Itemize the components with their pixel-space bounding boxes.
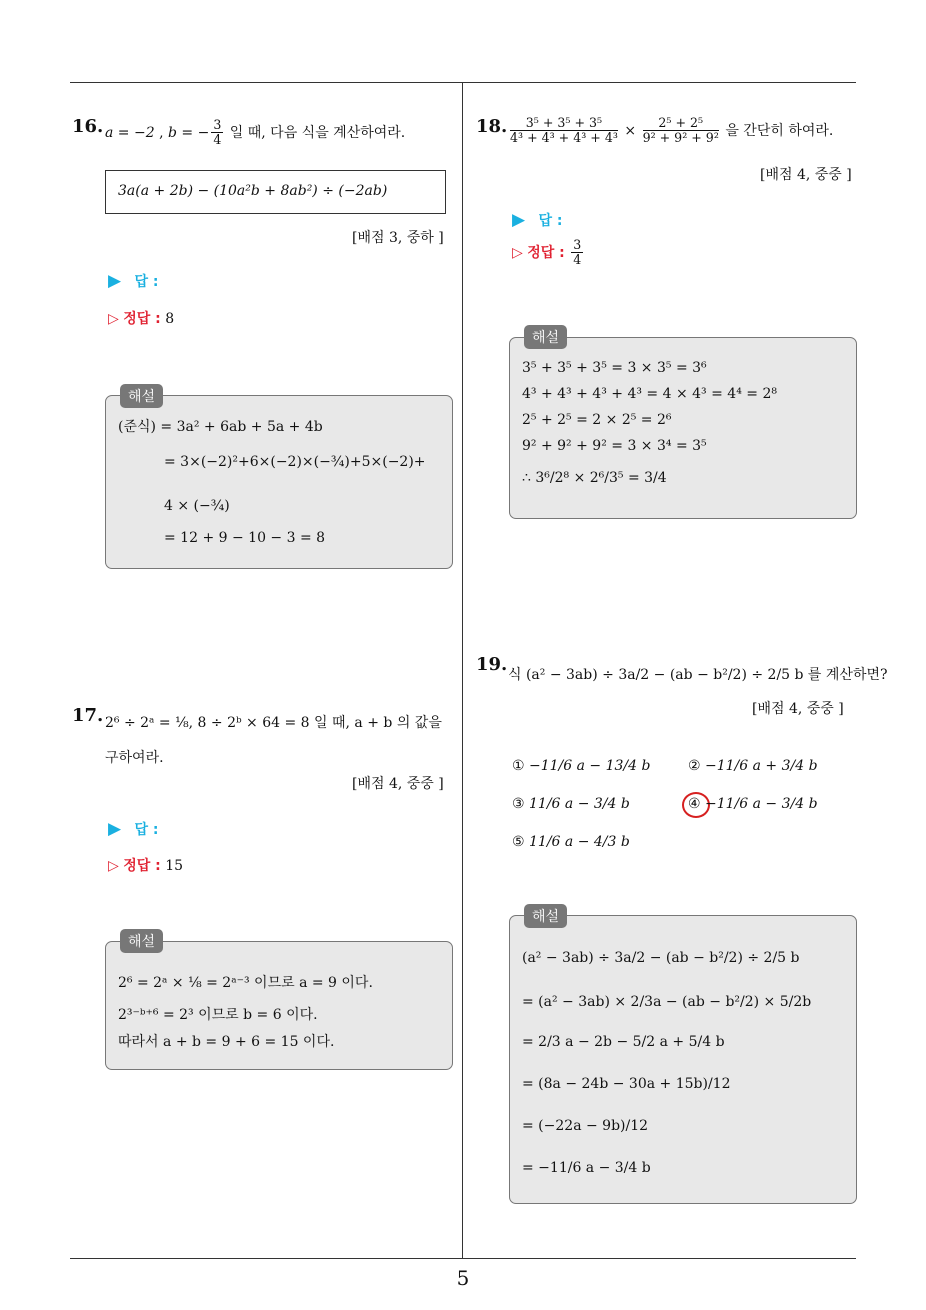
q18-answer-row [512, 210, 562, 230]
choice-text: −11/6 a − 3/4 b [705, 796, 818, 812]
q16-meta: [배점 3, 중하 ] [352, 230, 444, 246]
q16-number: 16. [72, 116, 104, 137]
q18-number: 18. [476, 116, 508, 137]
q17-meta: [배점 4, 중중 ] [352, 776, 444, 792]
q16-stem: a = −2 , b = − $\frac{3}{4}$ 일 때, 다음 식을 계산하여라. [105, 117, 406, 148]
play-icon: ▶ [512, 210, 526, 230]
q17-explanation-tag: 해설 [120, 929, 163, 953]
q18-explanation-box [509, 337, 857, 519]
q16-correct-label: 정답 : [123, 311, 161, 327]
q17-sol-3: 따라서 a + b = 9 + 6 = 15 이다. [118, 1034, 335, 1050]
q18-correct-value: $\frac{3}{4}$ [573, 237, 582, 268]
q17-stem-1: 2⁶ ÷ 2ᵃ = ⅛, 8 ÷ 2ᵇ × 64 = 8 일 때, a + b 의 값을 [105, 715, 442, 731]
choice-mark: ① [512, 758, 525, 774]
q18-correct-label: 정답 : [527, 244, 565, 261]
choice-mark: ③ [512, 796, 525, 812]
q17-answer-row [108, 819, 158, 839]
q19-choice-5[interactable] [512, 834, 630, 850]
outline-triangle-icon: ▷ [512, 244, 523, 261]
q19-explanation-tag: 해설 [524, 904, 567, 928]
q18-sol-2: 4³ + 4³ + 4³ + 4³ = 4 × 4³ = 4⁴ = 2⁸ [522, 386, 777, 402]
q19-sol-2: = (a² − 3ab) × 2/3a − (ab − b²/2) × 5/2b [522, 994, 812, 1010]
q16-explanation-tag: 해설 [120, 384, 163, 408]
play-icon: ▶ [108, 819, 122, 839]
q16-correct-row [108, 308, 174, 328]
q16-answer-row [108, 271, 158, 291]
q18-answer-label: 답 : [538, 213, 563, 229]
q18-sol-4: 9² + 9² + 9² = 3 × 3⁴ = 3⁵ [522, 438, 707, 454]
q16-sol-2: = 3×(−2)²+6×(−2)×(−¾)+5×(−2)+ [164, 454, 426, 470]
q19-choice-3[interactable] [512, 796, 630, 812]
choice-mark: ④ [688, 796, 701, 812]
outline-triangle-icon: ▷ [108, 858, 119, 874]
q18-fraction-1: $\frac{\text{3⁵ + 3⁵ + 3⁵}}{\text{4³ + 4³ + 4³ + 4³}}$ [510, 115, 618, 146]
q17-number: 17. [72, 705, 104, 726]
q16-expression-box [105, 170, 446, 214]
q18-correct-row [512, 238, 585, 268]
q16-sol-1: (준식) = 3a² + 6ab + 5a + 4b [118, 419, 323, 435]
q19-stem: 식 (a² − 3ab) ÷ 3a/2 − (ab − b²/2) ÷ 2/5 b 를 계산하면? [508, 667, 888, 683]
choice-mark: ② [688, 758, 701, 774]
q19-explanation-box [509, 915, 857, 1204]
q16-cond-a: a = −2 [105, 124, 155, 141]
q16-expression: 3a(a + 2b) − (10a²b + 8ab²) ÷ (−2ab) [118, 183, 388, 199]
q19-choice-1[interactable] [512, 758, 650, 774]
page-number: 5 [456, 1266, 470, 1290]
q19-choice-2[interactable] [688, 758, 818, 774]
choice-text: −11/6 a + 3/4 b [705, 758, 818, 774]
q19-sol-6: = −11/6 a − 3/4 b [522, 1160, 651, 1176]
q16-correct-value: 8 [165, 311, 175, 327]
q19-meta: [배점 4, 중중 ] [752, 701, 844, 717]
choice-text: 11/6 a − 3/4 b [529, 796, 630, 812]
q17-correct-value: 15 [165, 858, 184, 874]
q16-fraction: $\frac{3}{4}$ [213, 117, 222, 148]
q17-answer-label: 답 : [134, 822, 159, 838]
q16-sol-3: 4 × (−¾) [164, 498, 230, 514]
q18-sol-3: 2⁵ + 2⁵ = 2 × 2⁵ = 2⁶ [522, 412, 672, 428]
q17-correct-label: 정답 : [123, 858, 161, 874]
q16-stem-text: 일 때, 다음 식을 계산하여라. [229, 124, 406, 141]
q17-explanation-box [105, 941, 453, 1070]
q16-sol-4: = 12 + 9 − 10 − 3 = 8 [164, 530, 326, 546]
q16-cond-b: b = − [167, 124, 210, 141]
q18-explanation-tag: 해설 [524, 325, 567, 349]
q18-sol-5: ∴ 3⁶/2⁸ × 2⁶/3⁵ = 3/4 [522, 470, 667, 486]
q18-sol-1: 3⁵ + 3⁵ + 3⁵ = 3 × 3⁵ = 3⁶ [522, 360, 707, 376]
q17-correct-row [108, 855, 183, 875]
q19-sol-3: = 2/3 a − 2b − 5/2 a + 5/4 b [522, 1034, 725, 1050]
q19-sol-5: = (−22a − 9b)/12 [522, 1118, 649, 1134]
choice-text: 11/6 a − 4/3 b [529, 834, 630, 850]
q19-sol-1: (a² − 3ab) ÷ 3a/2 − (ab − b²/2) ÷ 2/5 b [522, 950, 800, 966]
choice-mark: ⑤ [512, 834, 525, 850]
q19-sol-4: = (8a − 24b − 30a + 15b)/12 [522, 1076, 731, 1092]
q19-choice-4[interactable] [688, 796, 818, 812]
q19-number: 19. [476, 654, 508, 675]
q17-sol-2: 2³⁻ᵇ⁺⁶ = 2³ 이므로 b = 6 이다. [118, 1007, 318, 1023]
q18-fraction-2: $\frac{\text{2⁵ + 2⁵}}{\text{9² + 9² + 9²}}$ [642, 115, 719, 146]
play-icon: ▶ [108, 271, 122, 291]
outline-triangle-icon: ▷ [108, 311, 119, 327]
q18-meta: [배점 4, 중중 ] [760, 167, 852, 183]
choice-text: −11/6 a − 13/4 b [529, 758, 651, 774]
q18-stem-text: 을 간단히 하여라. [725, 122, 834, 139]
top-rule [70, 82, 856, 83]
bottom-rule [70, 1258, 856, 1259]
q16-explanation-box [105, 395, 453, 569]
q16-answer-label: 답 : [134, 274, 159, 290]
column-divider [462, 83, 463, 1259]
q18-stem: $\frac{\text{3⁵ + 3⁵ + 3⁵}}{\text{4³ + 4³ + 4³ + 4³}}$ × $\frac{\text{2⁵ + 2⁵}}{\text{9² + 9² + 9²}}$ 을 간단히 하여라. [510, 115, 834, 146]
q17-stem-2: 구하여라. [105, 750, 164, 766]
q17-sol-1: 2⁶ = 2ᵃ × ⅛ = 2ᵃ⁻³ 이므로 a = 9 이다. [118, 975, 373, 991]
